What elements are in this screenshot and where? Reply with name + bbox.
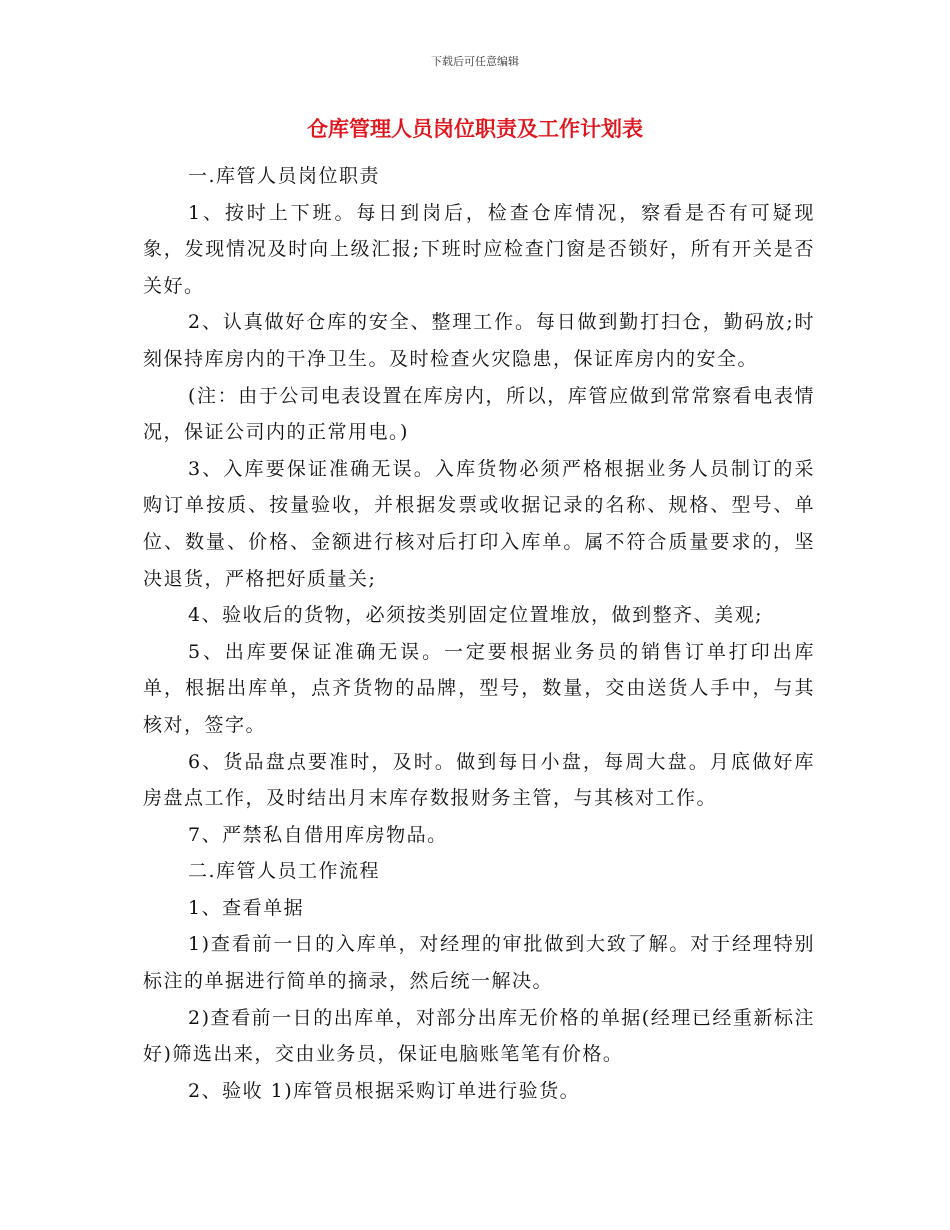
paragraph-check-inbound: 1)查看前一日的入库单，对经理的审批做到大致了解。对于经理特别标注的单据进行简单的摘录，然后统一解决。 xyxy=(143,933,815,993)
paragraph-duty-6: 6、货品盘点要准时，及时。做到每日小盘，每周大盘。月底做好库房盘点工作，及时结出月末库存数报财务主管，与其核对工作。 xyxy=(143,750,815,810)
paragraph-duty-7: 7、严禁私自借用库房物品。 xyxy=(188,823,448,846)
paragraph-duty-5: 5、出库要保证准确无误。一定要根据业务员的销售订单打印出库单，根据出库单，点齐货物的品牌，型号，数量，交由送货人手中，与其核对，签字。 xyxy=(143,640,815,736)
section-heading-workflow: 二.库管人员工作流程 xyxy=(188,860,381,883)
paragraph-duty-4: 4、验收后的货物，必须按类别固定位置堆放，做到整齐、美观; xyxy=(188,604,763,627)
paragraph-duty-3: 3、入库要保证准确无误。入库货物必须严格根据业务人员制订的采购订单按质、按量验收，并根据发票或收据记录的名称、规格、型号、单位、数量、价格、金额进行核对后打印入库单。属不符合质量要求的，坚决退货，严格把好质量关; xyxy=(143,457,815,590)
paragraph-note: (注：由于公司电表设置在库房内，所以，库管应做到常常察看电表情况，保证公司内的正常用电。) xyxy=(143,384,815,444)
subheading-check-documents: 1、查看单据 xyxy=(188,896,305,919)
document-title: 仓库管理人员岗位职责及工作计划表 xyxy=(307,117,643,141)
paragraph-duty-2: 2、认真做好仓库的安全、整理工作。每日做到勤打扫仓，勤码放;时刻保持库房内的干净卫生。及时检查火灾隐患，保证库房内的安全。 xyxy=(143,311,815,370)
document-body xyxy=(143,158,815,1109)
header-note: 下载后可任意编辑 xyxy=(431,55,519,68)
paragraph-check-outbound: 2)查看前一日的出库单，对部分出库无价格的单据(经理已经重新标注好)筛选出来，交由业务员，保证电脑账笔笔有价格。 xyxy=(143,1006,815,1066)
paragraph-inspection: 2、验收 1)库管员根据采购订单进行验货。 xyxy=(188,1079,581,1102)
paragraph-duty-1: 1、按时上下班。每日到岗后，检查仓库情况，察看是否有可疑现象，发现情况及时向上级汇报;下班时应检查门窗是否锁好，所有开关是否关好。 xyxy=(143,201,815,297)
section-heading-duties: 一.库管人员岗位职责 xyxy=(188,165,381,187)
